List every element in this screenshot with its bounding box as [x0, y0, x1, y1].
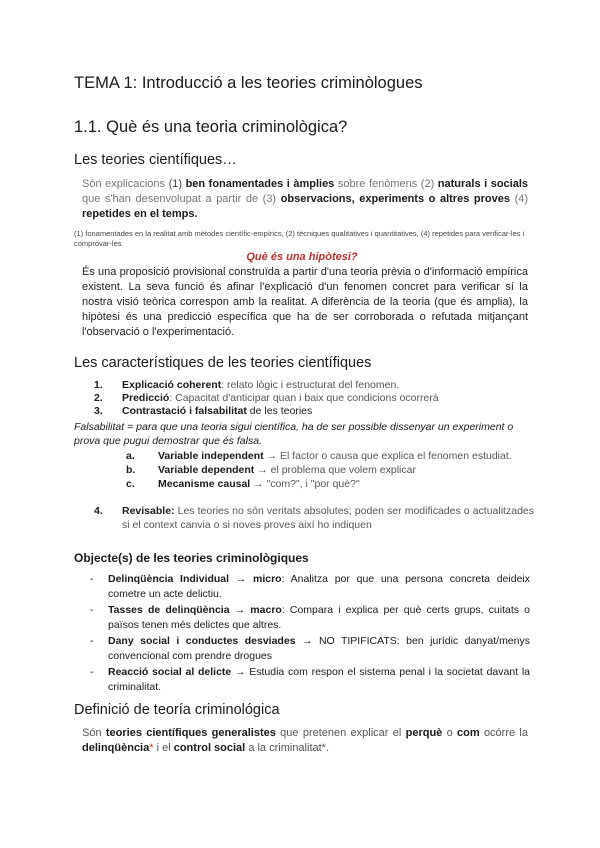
characteristic-item-4: 4. Revisable: Les teories no són veritats absolutes; poden ser modificades o actualitzades si el context canvia o si noves proves així ho indiquen	[94, 505, 534, 531]
document-title: TEMA 1: Introducció a les teories criminòlogues	[74, 74, 423, 92]
scientific-theories-heading: Les teories científiques…	[74, 152, 237, 168]
list-item: 2. Predicció: Capacitat d'anticipar quan i baix que condicions ocorrerà	[94, 392, 439, 404]
scientific-theories-paragraph: Són explicacions (1) ben fonamentades i àmplies sobre fenòmens (2) naturals i socials que s'han desenvolupat a partir de (3) observacions, experiments o altres proves (4) repetides en el temps.	[82, 178, 529, 220]
list-item: a. Variable independent → El factor o causa que explica el fenomen estudiat.	[126, 450, 512, 462]
characteristics-sublist	[126, 449, 526, 491]
list-item: 3. Contrastació i falsabilitat de les teories	[94, 405, 313, 417]
objects-heading: Objecte(s) de les teories criminològiques	[74, 551, 309, 565]
list-item: - Dany social i conductes desviades → NO TIPIFICATS: ben jurídic danyat/menys convencional com prendre drogues	[90, 635, 530, 662]
list-item: - Delinqüència Individual → micro: Analitza por que una persona concreta deideix cometre un acte delictiu.	[90, 573, 530, 600]
list-item: b. Variable dependent → el problema que volem explicar	[126, 464, 416, 476]
scientific-theories-footnote: (1) fonamentades en la realitat amb mètodes científic-empírics, (2) tècniques qualitatives i quantitatives, (4) repetides para verificar-les i comprovar-les	[74, 229, 525, 248]
falsability-note: Falsabilitat = para que una teoria sigui científica, ha de ser possible dissenyar un experiment o prova que pugui demostrar que és falsa.	[74, 421, 514, 447]
definition-paragraph: Són teories científiques generalistes que pretenen explicar el perquè o com ocórre la delinqüència* i el control social a la criminalitat*.	[82, 727, 528, 754]
characteristics-list	[94, 379, 534, 418]
hypothesis-paragraph: És una proposició provisional construïda a partir d'una teoria prèvia o d'informació empírica existent. La seva funció és afinar l'explicació d'un fenomen concret para verificar sí la nostra visió teòrica correspon amb la realitat. A diferència de la teoria (que és amplia), la hipòtesi és una predicció específica que ha de ser corroborada o refutada mitjançant l'observació o l'experimentació.	[82, 266, 528, 338]
list-item: c. Mecanisme causal → "com?", i "por què?"	[126, 478, 360, 490]
list-item: 1. Explicació coherent: relato lògic i estructurat del fenomen.	[94, 379, 400, 391]
list-item: - Reacció social al delicte → Estudia com respon el sistema penal i la societat davant la criminalitat.	[90, 666, 531, 693]
objects-list	[90, 572, 530, 696]
hypothesis-heading: Què és una hipòtesi?	[246, 251, 358, 263]
list-item: - Tasses de delinqüència → macro: Compara i explica per què certs grups, cuitats o països tenen més delictes que altres.	[90, 604, 530, 631]
definition-heading: Definició de teoría criminológica	[74, 702, 280, 718]
section-1-1-title: 1.1. Què és una teoria criminològica?	[74, 118, 348, 136]
characteristics-heading: Les característiques de les teories científiques	[74, 355, 372, 371]
